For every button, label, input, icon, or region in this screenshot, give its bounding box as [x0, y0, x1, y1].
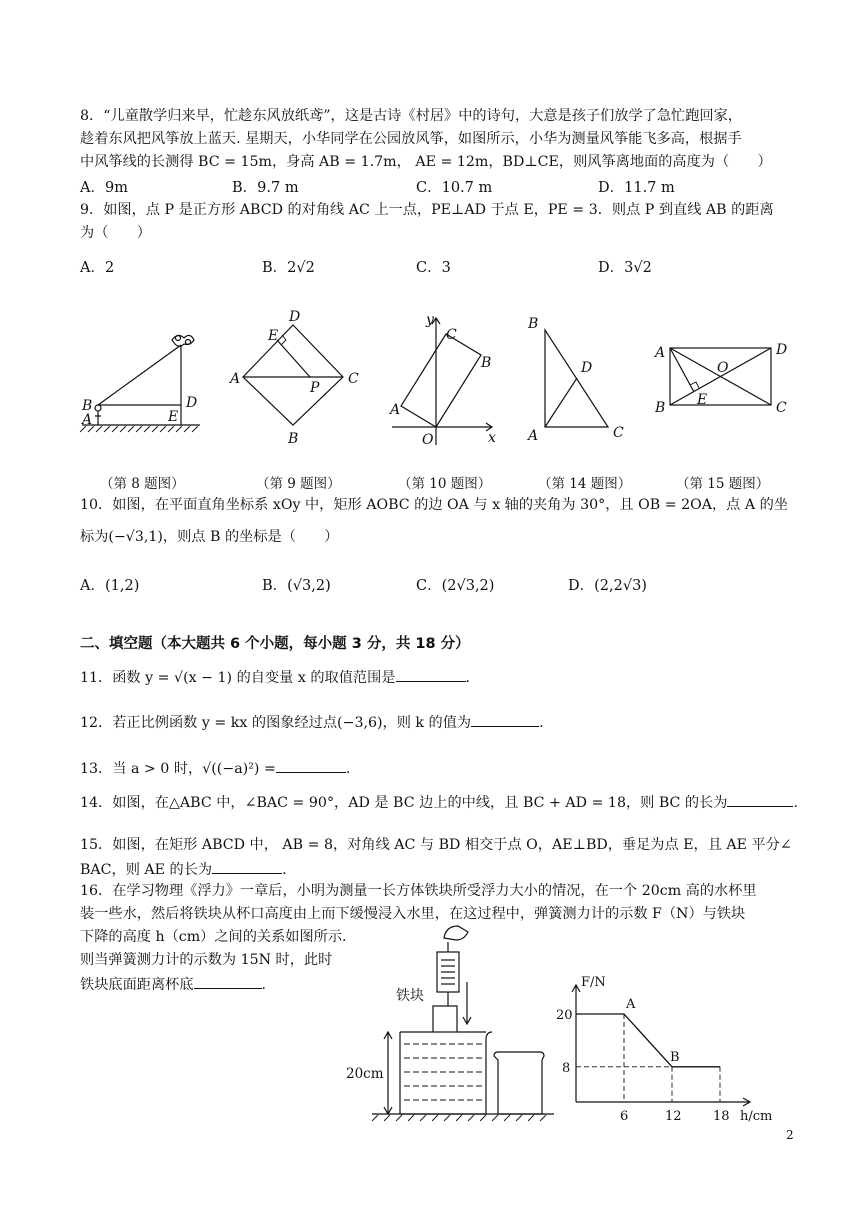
q12-end: . — [539, 715, 544, 731]
q10-option-a: A．(1,2) — [80, 578, 140, 594]
fig10-label-y: y — [426, 312, 434, 328]
q15-line-2 — [80, 858, 287, 880]
q9-line-1: 9．如图，点 P 是正方形 ABCD 的对角线 AC 上一点，PE⊥AD 于点 E，PE = 3．则点 P 到直线 AB 的距离 — [80, 202, 774, 218]
q8-option-d: D．11.7 m — [598, 180, 675, 196]
y-tick-label: 20 — [556, 1008, 573, 1023]
q10-option-c: C．(2√3,2) — [416, 578, 495, 594]
figure-8 — [80, 335, 200, 432]
q16-line-2: 装一些水，然后将铁块从杯口高度由上而下缓慢浸入水里，在这过程中，弹簧测力计的示数 F（N）与铁块 — [80, 906, 746, 922]
q9-option-a: A．2 — [80, 260, 115, 276]
q9-option-b: B．2√2 — [262, 260, 315, 276]
fig9-label-E: E — [268, 328, 279, 344]
fig9-label-C: C — [348, 371, 359, 387]
fig15-label-O: O — [717, 360, 729, 376]
caption-fig10: （第 10 题图） — [398, 476, 492, 492]
fig14-label-B: B — [528, 316, 539, 332]
q16-line-4: 则当弹簧测力计的示数为 15N 时，此时 — [80, 952, 333, 968]
q16-line-3: 下降的高度 h（cm）之间的关系如图所示. — [80, 929, 347, 945]
q11-text: 11．函数 y = √(x − 1) 的自变量 x 的取值范围是 — [80, 670, 396, 686]
force-series-line — [576, 1014, 720, 1067]
q15-text: BAC，则 AE 的长为 — [80, 862, 213, 878]
fig9-label-P: P — [310, 380, 320, 396]
fig15-label-D: D — [776, 342, 788, 358]
fig14-label-D: D — [581, 360, 593, 376]
q16-end: . — [261, 977, 267, 993]
figure-14 — [526, 316, 624, 444]
q9-option-c: C．3 — [416, 260, 451, 276]
q13-end: . — [345, 761, 351, 777]
q15-end: . — [282, 862, 287, 878]
fig15-label-B: B — [655, 400, 666, 416]
q10-line-2: 标为(−√3,1)，则点 B 的坐标是（ ） — [80, 529, 339, 545]
figure-10 — [388, 312, 496, 448]
force-height-chart — [550, 965, 773, 1125]
q11-answer-blank[interactable] — [396, 666, 466, 682]
figure-15 — [653, 342, 787, 416]
q12-answer-blank[interactable] — [471, 711, 539, 727]
q13-answer-blank[interactable] — [276, 757, 346, 773]
q14-answer-blank[interactable] — [727, 791, 793, 807]
physics-figure — [340, 920, 560, 1125]
q8-line-3: 中风筝线的长测得 BC = 15m，身高 AB = 1.7m， AE = 12m，BD⊥CE，则风筝离地面的高度为（ ） — [80, 154, 772, 170]
section-2-heading: 二、填空题（本大题共 6 个小题，每小题 3 分，共 18 分） — [80, 636, 470, 652]
fig9-label-D: D — [289, 309, 301, 325]
fig14-label-C: C — [613, 425, 624, 441]
q11 — [80, 666, 470, 688]
q8-option-c: C．10.7 m — [416, 180, 493, 196]
fig8-label-D: D — [186, 395, 198, 411]
fig10-label-x: x — [488, 430, 496, 446]
caption-fig14: （第 14 题图） — [538, 476, 632, 492]
fig8-label-A: A — [82, 412, 93, 428]
q14-text: 14．如图，在△ABC 中，∠BAC = 90°，AD 是 BC 边上的中线，且 BC + AD = 18，则 BC 的长为 — [80, 795, 728, 811]
y-axis-label: F/N — [581, 975, 606, 990]
q16-line-5 — [80, 973, 266, 995]
q12 — [80, 711, 544, 733]
fig10-label-O: O — [422, 432, 434, 448]
q10-option-d: D．(2,2√3) — [568, 578, 647, 594]
q8-line-1: 8．“儿童散学归来早，忙趁东风放纸鸢”，这是古诗《村居》中的诗句，大意是孩子们放学了急忙跑回家， — [80, 108, 742, 124]
caption-fig15: （第 15 题图） — [676, 476, 770, 492]
fig8-label-E: E — [168, 409, 179, 425]
block-label: 铁块 — [396, 988, 424, 1004]
chart-axes — [572, 985, 750, 1106]
q9-option-d: D．3√2 — [598, 260, 652, 276]
caption-fig8: （第 8 题图） — [100, 476, 185, 492]
x-tick-label: 18 — [713, 1109, 730, 1124]
q14 — [80, 791, 798, 813]
fig8-label-B: B — [82, 398, 93, 414]
q16-text: 铁块底面距离杯底 — [80, 977, 194, 993]
point-label-b: B — [670, 1049, 680, 1065]
q16-line-1: 16．在学习物理《浮力》一章后，小明为测量一长方体铁块所受浮力大小的情况，在一个 20cm 高的水杯里 — [80, 883, 757, 899]
page-number: 2 — [786, 1128, 794, 1142]
q16-answer-blank[interactable] — [194, 973, 262, 989]
q10-option-b: B．(√3,2) — [262, 578, 331, 594]
q12-text: 12．若正比例函数 y = kx 的图象经过点(−3,6)，则 k 的值为 — [80, 715, 472, 731]
q15-answer-blank[interactable] — [212, 858, 282, 874]
q8-line-2: 趁着东风把风筝放上蓝天. 星期天，小华同学在公园放风筝，如图所示，小华为测量风筝能飞多高，根据手 — [80, 131, 742, 147]
point-label-a: A — [626, 997, 636, 1012]
q13-text: 13．当 a > 0 时，√((−a)²) = — [80, 761, 276, 777]
q8-option-b: B．9.7 m — [232, 180, 299, 196]
fig14-label-A: A — [528, 428, 539, 444]
q8-option-a: A．9m — [80, 180, 128, 196]
fig15-label-E: E — [697, 392, 708, 408]
q15-line-1: 15．如图，在矩形 ABCD 中， AB = 8，对角线 AC 与 BD 相交于点 O，AE⊥BD，垂足为点 E，且 AE 平分∠ — [80, 837, 792, 853]
height-label: 20cm — [346, 1066, 384, 1082]
q13 — [80, 757, 350, 779]
fig10-label-C: C — [446, 327, 457, 343]
fig9-label-A: A — [230, 371, 241, 387]
x-axis-label: h/cm — [740, 1109, 773, 1124]
q9-line-2: 为（ ） — [80, 225, 151, 241]
fig15-label-C: C — [776, 400, 787, 416]
x-tick-label: 12 — [665, 1109, 682, 1124]
q11-end: . — [465, 670, 471, 686]
figure-row — [0, 300, 868, 460]
fig10-label-A: A — [390, 402, 401, 418]
caption-fig9: （第 9 题图） — [256, 476, 341, 492]
y-tick-label: 8 — [562, 1060, 571, 1076]
x-tick-label: 6 — [620, 1109, 629, 1124]
figure-9 — [228, 309, 359, 447]
q14-end: . — [793, 795, 798, 811]
q10-line-1: 10．如图，在平面直角坐标系 xOy 中，矩形 AOBC 的边 OA 与 x 轴的夹角为 30°，且 OB = 2OA，点 A 的坐 — [80, 497, 789, 513]
fig9-label-B: B — [288, 431, 299, 447]
fig15-label-A: A — [655, 345, 666, 361]
fig10-label-B: B — [481, 355, 492, 371]
